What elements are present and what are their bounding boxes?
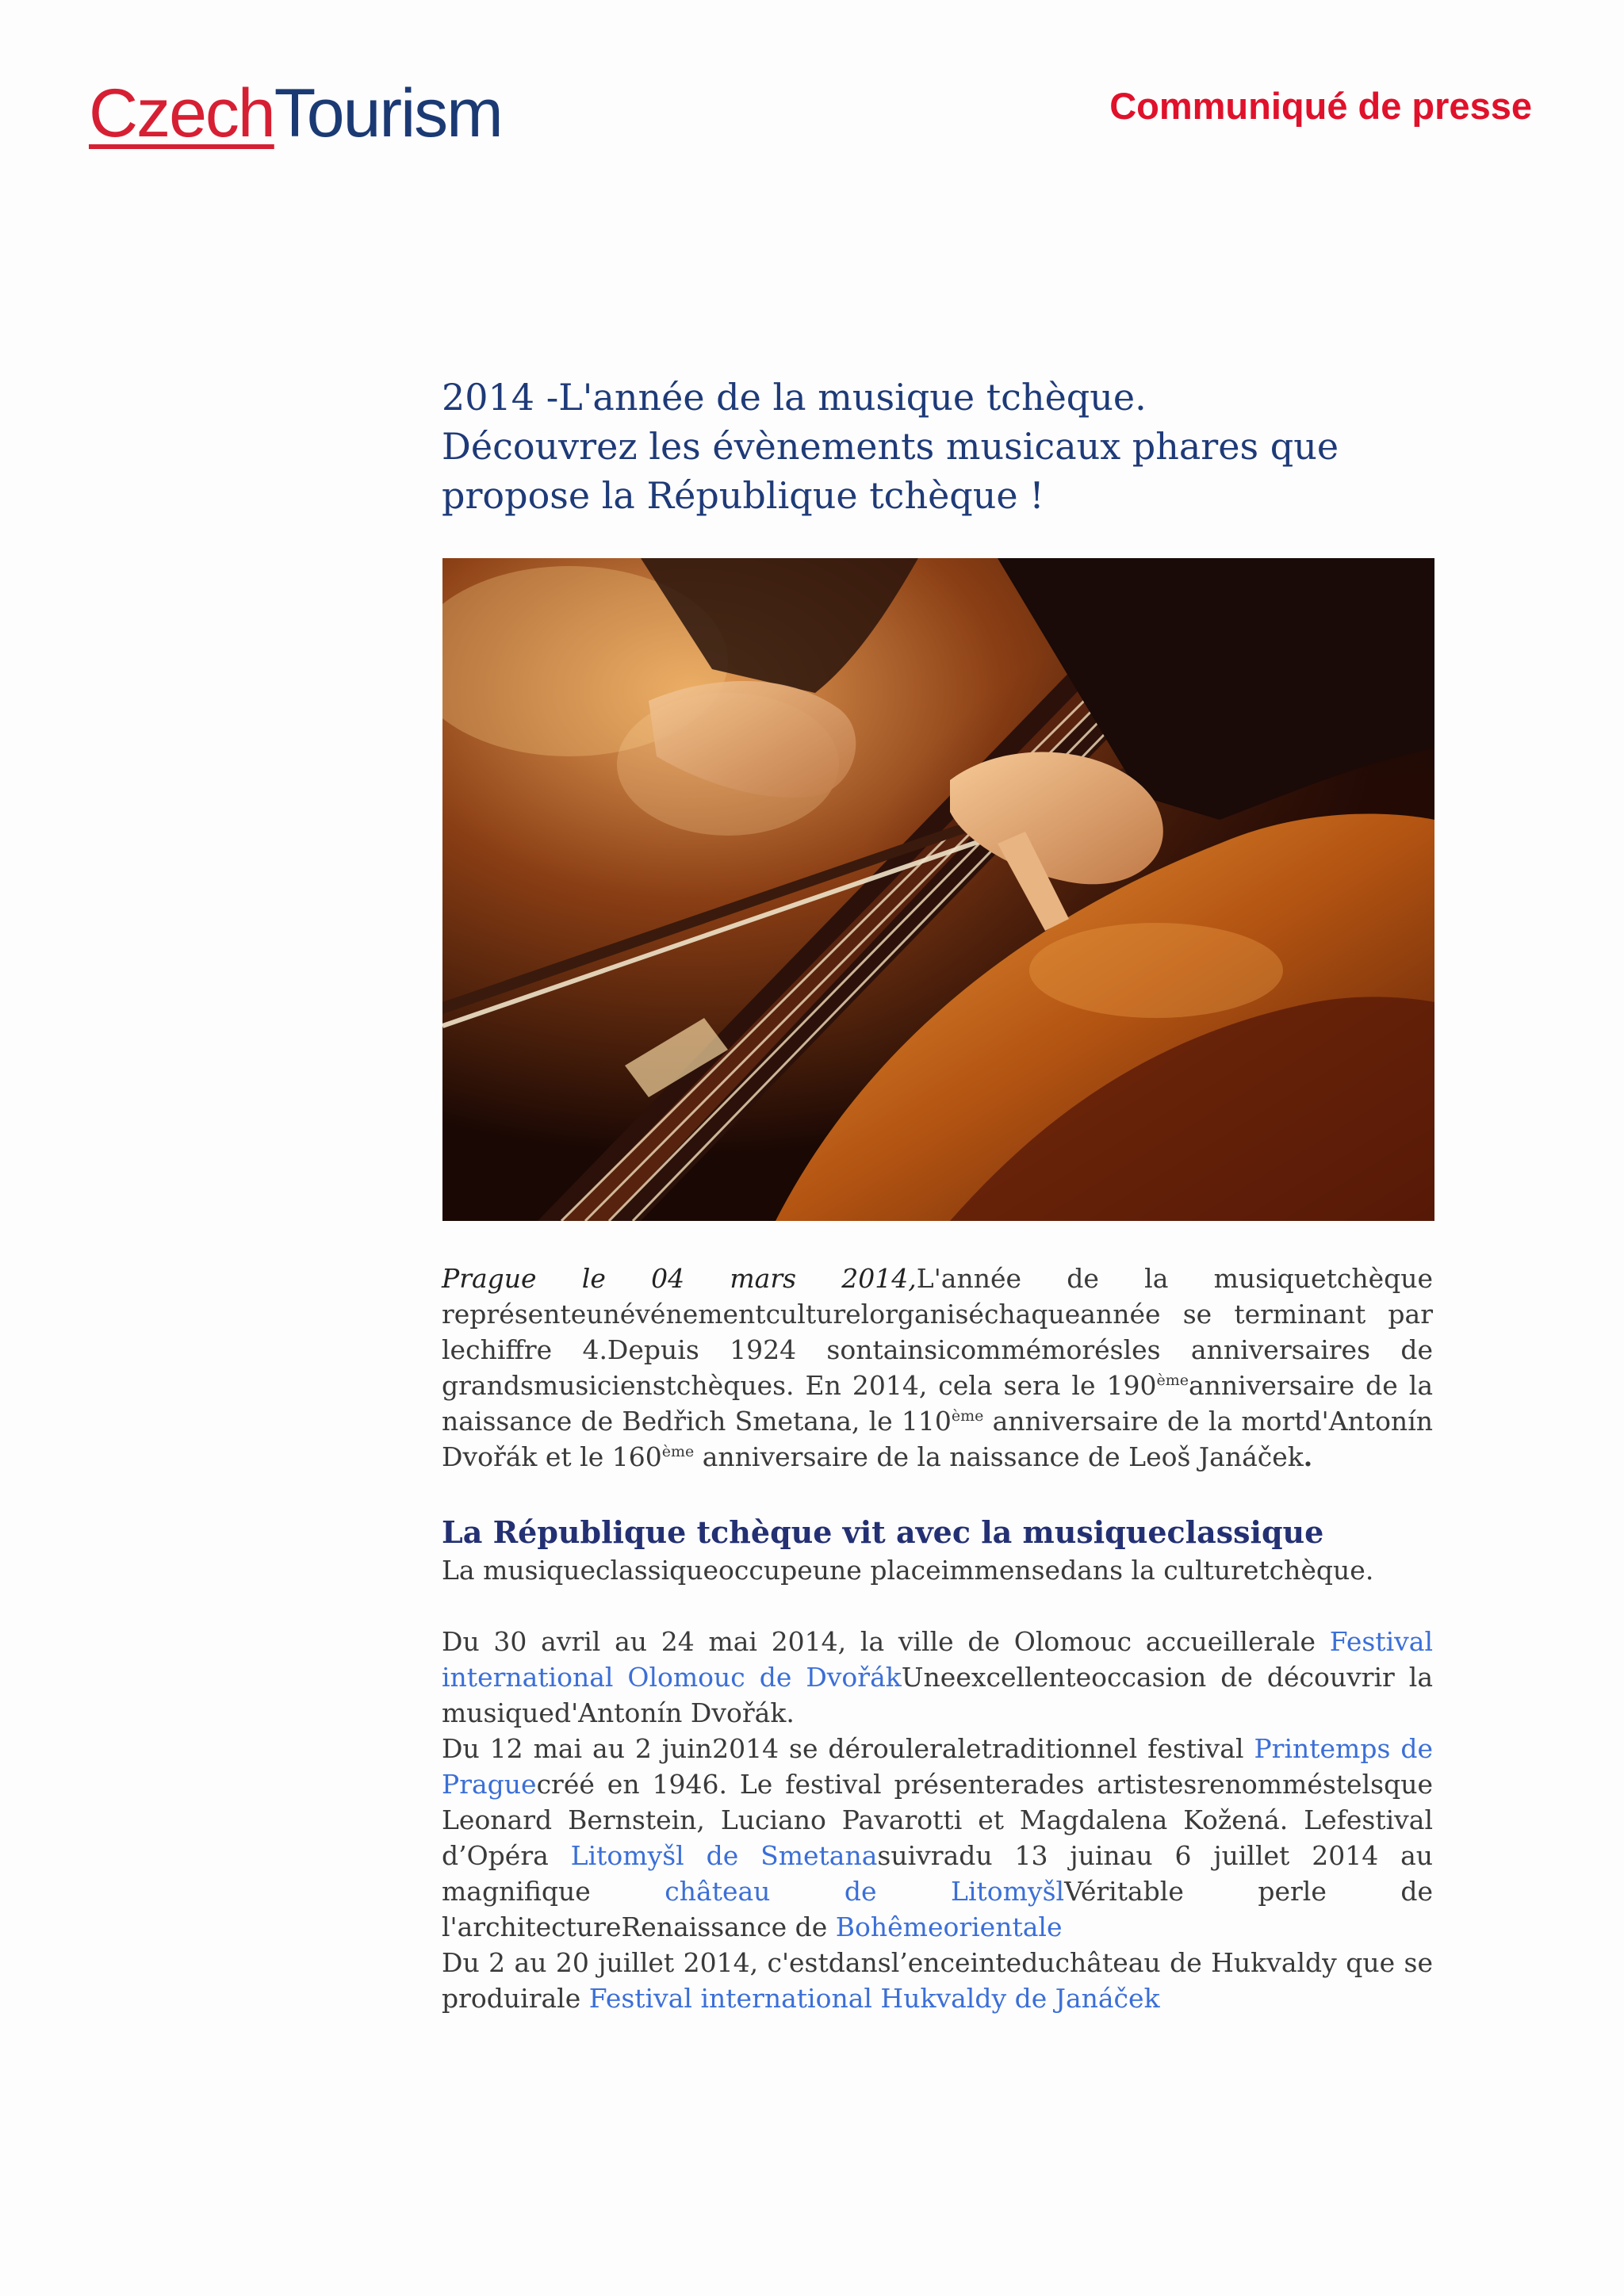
event-text: Uneexcellenteoccasion de découvrir la musiqued'Antonín Dvořák. (442, 1662, 1433, 1728)
event-text: Du 30 avril au 24 mai 2014, la ville de Olomouc accueillerale (442, 1626, 1330, 1657)
press-release-label: Communiqué de presse (1109, 85, 1532, 127)
link-boheme-orientale[interactable]: Bohêmeorientale (835, 1911, 1063, 1942)
link-litomysl-de-smetana[interactable]: Litomyšl de Smetana (570, 1840, 878, 1871)
czechtourism-logo (89, 75, 502, 151)
superscript: ème (661, 1443, 695, 1460)
logo-tourism: Tourism (274, 75, 502, 151)
title-line-2: Découvrez les évènements musicaux phares que (442, 425, 1339, 468)
superscript: ème (951, 1407, 984, 1425)
page-title (442, 373, 1520, 520)
event-text: suivradu 13 juinau 6 juillet 2014 au magnifique (442, 1840, 1434, 1907)
title-line-1: 2014 -L'année de la musique tchèque. (442, 376, 1147, 419)
title-line-3: propose la République tchèque ! (442, 474, 1044, 517)
link-festival-hukvaldy[interactable]: Festival international Hukvaldy de Janáček (588, 1983, 1160, 2014)
link-printemps-de-prague[interactable]: Printemps de Prague (442, 1733, 1433, 1800)
superscript: ème (1156, 1372, 1189, 1389)
section-subtitle: La musiqueclassiqueoccupeune placeimmensedans la culturetchèque. (442, 1555, 1374, 1586)
event-text: créé en 1946. Le festival présenterades artistesrenomméstelsque Leonard Bernstein, Luciano Pavarotti et Magdalena Kožená. Lefestival d’Opéra (442, 1769, 1433, 1871)
event-text: Du 12 mai au 2 juin2014 se dérouleraletraditionnel festival (442, 1733, 1254, 1764)
link-festival-olomouc[interactable]: Festival international Olomouc de Dvořák (442, 1626, 1433, 1693)
link-chateau-de-litomysl[interactable]: château de Litomyšl (665, 1876, 1065, 1907)
event-paragraph-hukvaldy (442, 1945, 1433, 2016)
logo-czech: Czech (89, 75, 274, 151)
section-heading: La République tchèque vit avec la musiqueclassique (442, 1514, 1324, 1550)
cello-photo (442, 558, 1434, 1221)
event-paragraph-prague (442, 1731, 1433, 1945)
event-text: Véritable perle de l'architectureRenaissance de (442, 1876, 1433, 1942)
intro-text-1: L'année de la musiquetchèque représenteunévénementculturelorganiséchaqueannée se terminant par lechiffre 4.Depuis 1924 sontainsicommémorésles anniversaires de grandsmusicienstchèques. En 2014, cela sera le 190 (442, 1263, 1434, 1401)
intro-paragraph (442, 1261, 1433, 1475)
event-text: Du 2 au 20 juillet 2014, c'estdansl’enceinteduchâteau de Hukvaldy que se produirale (442, 1947, 1433, 2014)
intro-text-4: anniversaire de la naissance de Leoš Janáček (694, 1441, 1304, 1472)
intro-text-3: anniversaire de la mortd'Antonín Dvořák et le 160 (442, 1406, 1433, 1472)
event-paragraph-olomouc (442, 1624, 1433, 1731)
intro-end: . (1303, 1441, 1313, 1472)
article-body (442, 1261, 1433, 2016)
intro-text-2: anniversaire de la naissance de Bedřich Smetana, le 110 (442, 1370, 1434, 1437)
dateline: Prague le 04 mars 2014, (442, 1263, 917, 1294)
